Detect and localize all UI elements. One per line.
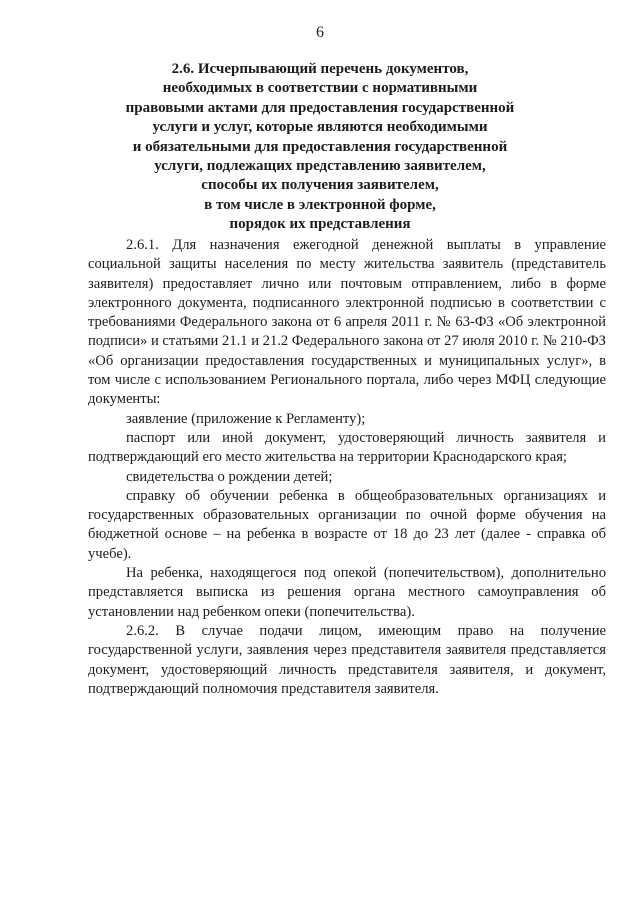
section-heading	[90, 60, 550, 235]
heading-line: услуги и услуг, которые являются необходимыми	[152, 119, 488, 136]
paragraph-2-6-1: 2.6.1. Для назначения ежегодной денежной выплаты в управление социальной защиты населения по месту жительства заявитель (представитель заявителя) предоставляет лично или почтовым отправлением, либо в форме электронного документа, подписанного электронной подписью в соответствии с требованиями Федерального закона от 6 апреля 2011 г. № 63-ФЗ «Об электронной подписи» и статьями 21.1 и 21.2 Федерального закона от 27 июля 2010 г. № 210-ФЗ «Об организации предоставления государственных и муниципальных услуг», в том числе с использованием Регионального портала, либо через МФЦ следующие документы:	[88, 237, 606, 408]
heading-line: необходимых в соответствии с нормативными	[162, 80, 478, 97]
heading-line: порядок их представления	[229, 216, 411, 233]
heading-line: в том числе в электронной форме,	[204, 196, 436, 213]
list-item-passport: паспорт или иной документ, удостоверяющий личность заявителя и подтверждающий его место жительства на территории Краснодарского края;	[88, 429, 606, 466]
heading-line: правовыми актами для предоставления государственной	[125, 99, 515, 116]
list-item-application: заявление (приложение к Регламенту);	[126, 410, 366, 427]
heading-line: услуги, подлежащих представлению заявителем,	[154, 158, 486, 175]
heading-line: и обязательными для предоставления государственной	[132, 138, 508, 155]
list-item-birth-certificates: свидетельства о рождении детей;	[126, 468, 333, 485]
paragraph-guardianship: На ребенка, находящегося под опекой (попечительством), дополнительно представляется выписка из решения органа местного самоуправления об установлении над ребенком опеки (попечительства).	[88, 565, 606, 620]
heading-line: способы их получения заявителем,	[201, 177, 439, 194]
paragraph-2-6-2: 2.6.2. В случае подачи лицом, имеющим право на получение государственной услуги, заявления через представителя заявителя представляется документ, удостоверяющий личность представителя заявителя, и документ, подтверждающий полномочия представителя заявителя.	[88, 622, 606, 697]
heading-line: 2.6. Исчерпывающий перечень документов,	[171, 61, 469, 77]
document-body	[88, 236, 606, 699]
list-item-study-certificate: справку об обучении ребенка в общеобразовательных организациях и государственных образовательных организации по очной форме обучения на бюджетной основе – на ребенка в возрасте от 18 до 23 лет (далее - справка об учебе).	[88, 487, 606, 562]
page-number: 6	[316, 24, 324, 41]
